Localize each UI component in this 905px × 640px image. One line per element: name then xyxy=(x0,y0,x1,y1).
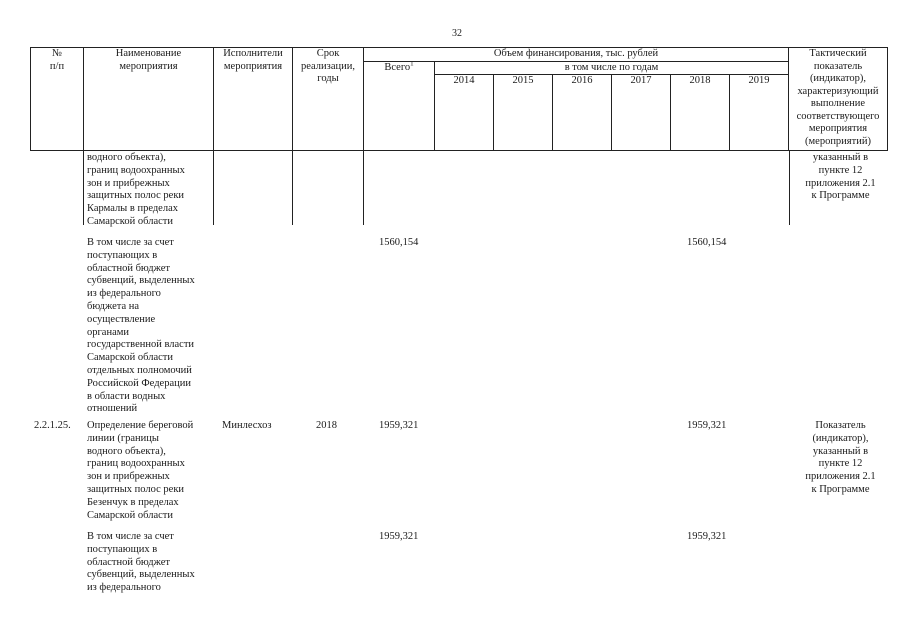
page-number: 32 xyxy=(452,28,462,39)
header-col-term: Срок реализации, годы xyxy=(293,48,364,151)
column-divider xyxy=(83,150,84,225)
header-year: 2018 xyxy=(671,75,730,151)
row-1-name: водного объекта), границ водоохранных зон и прибрежных защитных полос реки Кармалы в пределах Самарской области xyxy=(87,152,185,227)
row-3-indicator: Показатель (индикатор), указанный в пункте 12 приложения 2.1 к Программе xyxy=(805,420,876,495)
header-year: 2016 xyxy=(553,75,612,151)
row-4-total: 1959,321 xyxy=(379,531,419,542)
header-col-number: № п/п xyxy=(31,48,84,151)
header-col-financing: Объем финансирования, тыс. рублей xyxy=(364,48,789,62)
row-4-name: В том числе за счет поступающих в областной бюджет субвенций, выделенных из федерального xyxy=(87,531,195,594)
column-divider xyxy=(292,150,293,225)
header-col-indicator: Тактический показатель (индикатор), характеризующий выполнение соответствующего мероприятия (мероприятий) xyxy=(789,48,888,151)
row-2-2018: 1560,154 xyxy=(687,237,727,248)
row-3-executor: Минлесхоз xyxy=(222,420,272,431)
header-year: 2015 xyxy=(494,75,553,151)
header-col-name: Наименование мероприятия xyxy=(84,48,214,151)
header-year: 2019 xyxy=(730,75,789,151)
header-year: 2017 xyxy=(612,75,671,151)
header-col-total: Всего$^1$ xyxy=(364,61,435,151)
row-3-2018: 1959,321 xyxy=(687,420,727,431)
header-year: 2014 xyxy=(435,75,494,151)
header-col-years-group: в том числе по годам xyxy=(435,61,789,75)
table-header xyxy=(30,47,888,151)
row-3-total: 1959,321 xyxy=(379,420,419,431)
row-1-indicator: указанный в пункте 12 приложения 2.1 к Программе xyxy=(805,152,876,202)
row-3-name: Определение береговой линии (границы водного объекта), границ водоохранных зон и прибрежных защитных полос реки Безенчук в пределах Самарской области xyxy=(87,420,194,521)
row-4-2018: 1959,321 xyxy=(687,531,727,542)
column-divider xyxy=(789,150,790,225)
header-col-executors: Исполнители мероприятия xyxy=(214,48,293,151)
row-2-total: 1560,154 xyxy=(379,237,419,248)
row-3-term: 2018 xyxy=(316,420,337,431)
column-divider xyxy=(213,150,214,225)
row-2-name: В том числе за счет поступающих в областной бюджет субвенций, выделенных из федерального бюджета на осуществление органами государственной власти Самарской области отдельных полномочий Российской Федерации в области водных отношений xyxy=(87,237,195,415)
column-divider xyxy=(363,150,364,225)
row-3-number: 2.2.1.25. xyxy=(34,420,71,431)
